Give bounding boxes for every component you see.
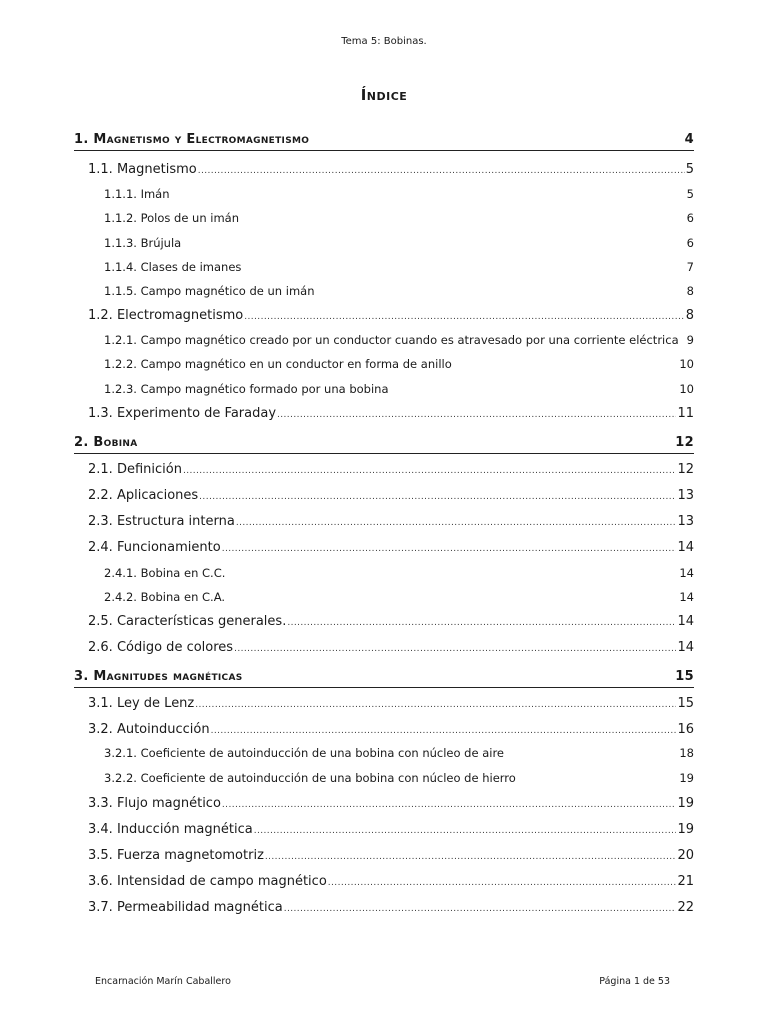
toc-entry[interactable] bbox=[88, 722, 694, 737]
toc-entry-number: 2.3. bbox=[88, 514, 113, 529]
toc-entry[interactable] bbox=[104, 211, 694, 225]
toc-entry[interactable] bbox=[88, 488, 694, 503]
toc-entry-number: 3.6. bbox=[88, 874, 113, 889]
toc-entry-label bbox=[104, 357, 452, 371]
toc-entry-label bbox=[88, 462, 182, 477]
toc-entry[interactable] bbox=[74, 669, 694, 688]
toc-entry-page: 6 bbox=[686, 236, 694, 250]
toc-entry-page: 19 bbox=[677, 796, 694, 811]
toc-entry-number: 1. bbox=[74, 132, 89, 147]
toc-entry-label bbox=[104, 211, 239, 225]
toc-entry-number: 1.2.1. bbox=[104, 333, 137, 347]
toc-entry-title: Ley de Lenz bbox=[116, 696, 195, 711]
toc-entry-label bbox=[74, 669, 243, 684]
toc-leader-dots bbox=[328, 874, 677, 889]
toc-entry[interactable] bbox=[88, 640, 694, 655]
toc-entry-title: Electromagnetismo bbox=[116, 308, 244, 323]
toc-entry-title: Definición bbox=[116, 462, 182, 477]
page-header: Tema 5: Bobinas. bbox=[341, 36, 427, 47]
toc-entry-label bbox=[88, 308, 243, 323]
toc-entry[interactable] bbox=[104, 284, 694, 298]
toc-entry[interactable] bbox=[88, 696, 694, 711]
toc-entry-number: 2.4.1. bbox=[104, 566, 137, 580]
toc-entry-label bbox=[104, 746, 504, 760]
toc-entry-number: 1.1.1. bbox=[104, 187, 137, 201]
toc-leader-dots bbox=[183, 462, 677, 477]
toc-entry-number: 3.3. bbox=[88, 796, 113, 811]
toc-entry[interactable] bbox=[104, 382, 694, 396]
toc-entry-label bbox=[88, 848, 264, 863]
toc-entry-page: 12 bbox=[677, 462, 694, 477]
toc-entry-title: Código de colores bbox=[116, 640, 234, 655]
toc-entry[interactable] bbox=[88, 308, 694, 323]
toc-entry-label bbox=[88, 874, 327, 889]
toc-entry-page: 14 bbox=[677, 614, 694, 629]
toc-entry[interactable] bbox=[88, 796, 694, 811]
toc-entry-label bbox=[88, 722, 210, 737]
toc-entry[interactable] bbox=[104, 566, 694, 580]
toc-entry-page: 5 bbox=[685, 162, 694, 177]
toc-leader-dots bbox=[244, 308, 684, 323]
footer-page-info: Página 1 de 53 bbox=[599, 976, 670, 987]
toc-entry[interactable] bbox=[88, 900, 694, 915]
toc-entry-label bbox=[88, 540, 221, 555]
toc-entry-label bbox=[104, 382, 389, 396]
toc-entry-title: Permeabilidad magnética bbox=[116, 900, 283, 915]
toc-entry[interactable] bbox=[88, 514, 694, 529]
toc-entry-page: 22 bbox=[677, 900, 694, 915]
toc-entry-page: 14 bbox=[679, 590, 694, 604]
toc-entry-title: Imán bbox=[140, 187, 170, 201]
toc-entry-label bbox=[88, 796, 221, 811]
toc-entry-label bbox=[104, 187, 170, 201]
toc-leader-dots bbox=[265, 848, 677, 863]
toc-entry-title: Aplicaciones bbox=[116, 488, 199, 503]
toc-entry-page: 14 bbox=[679, 566, 694, 580]
toc-entry-number: 2.6. bbox=[88, 640, 113, 655]
toc-entry-page: 13 bbox=[677, 488, 694, 503]
toc-entry-number: 3.7. bbox=[88, 900, 113, 915]
toc-entry-title: Brújula bbox=[140, 236, 182, 250]
toc-entry-number: 1.1.3. bbox=[104, 236, 137, 250]
toc-entry-label bbox=[88, 488, 198, 503]
toc-entry[interactable] bbox=[74, 132, 694, 151]
toc-entry-title: Fuerza magnetomotriz bbox=[116, 848, 264, 863]
toc-entry-title: Magnetismo bbox=[116, 162, 197, 177]
toc-entry-number: 2.1. bbox=[88, 462, 113, 477]
toc-entry-number: 1.2. bbox=[88, 308, 113, 323]
toc-entry-number: 1.3. bbox=[88, 406, 113, 421]
toc-entry-label bbox=[104, 771, 516, 785]
toc-entry-title: Magnetismo y Electromagnetismo bbox=[93, 132, 310, 147]
toc-entry-title: Intensidad de campo magnético bbox=[116, 874, 327, 889]
toc-entry-title: Experimento de Faraday bbox=[116, 406, 277, 421]
toc-entry-page: 7 bbox=[686, 260, 694, 274]
toc-entry-number: 2.2. bbox=[88, 488, 113, 503]
toc-entry-page: 6 bbox=[686, 211, 694, 225]
toc-entry-page: 14 bbox=[677, 540, 694, 555]
toc-entry-title: Autoinducción bbox=[116, 722, 210, 737]
toc-entry-page: 18 bbox=[679, 746, 694, 760]
toc-entry-title: Bobina bbox=[93, 435, 138, 450]
toc-leader-dots bbox=[198, 162, 685, 177]
toc-entry-title: Estructura interna bbox=[116, 514, 235, 529]
toc-entry-label bbox=[88, 614, 286, 629]
toc-entry-label bbox=[74, 132, 309, 147]
toc-entry-page: 19 bbox=[679, 771, 694, 785]
toc-entry[interactable] bbox=[88, 462, 694, 477]
toc-entry-page: 20 bbox=[677, 848, 694, 863]
toc-entry-label bbox=[88, 514, 235, 529]
toc-entry-title: Campo magnético en un conductor en forma de anillo bbox=[140, 357, 452, 371]
toc-entry-title: Características generales. bbox=[116, 614, 287, 629]
toc-entry-title: Campo magnético de un imán bbox=[140, 284, 315, 298]
toc-entry-page: 15 bbox=[675, 669, 694, 684]
toc-entry-number: 1.1.5. bbox=[104, 284, 137, 298]
toc-entry-page: 9 bbox=[686, 333, 694, 347]
toc-entry-label bbox=[88, 640, 233, 655]
toc-leader-dots bbox=[211, 722, 677, 737]
toc-entry-number: 1.2.3. bbox=[104, 382, 137, 396]
toc-entry-label bbox=[74, 435, 138, 450]
toc-entry-label bbox=[88, 900, 283, 915]
toc-leader-dots bbox=[254, 822, 677, 837]
toc-entry-number: 3.1. bbox=[88, 696, 113, 711]
toc-entry-page: 16 bbox=[677, 722, 694, 737]
toc-entry-label bbox=[104, 590, 225, 604]
toc-entry-number: 2.4. bbox=[88, 540, 113, 555]
toc-entry-label bbox=[104, 260, 241, 274]
toc-entry-number: 3.2.1. bbox=[104, 746, 137, 760]
toc-leader-dots bbox=[287, 614, 676, 629]
toc-leader-dots bbox=[222, 540, 677, 555]
toc-entry-title: Flujo magnético bbox=[116, 796, 221, 811]
toc-entry[interactable] bbox=[88, 162, 694, 177]
toc-entry-page: 4 bbox=[684, 132, 694, 147]
toc-leader-dots bbox=[234, 640, 676, 655]
toc-leader-dots bbox=[277, 406, 676, 421]
toc-entry-page: 14 bbox=[677, 640, 694, 655]
toc-entry-number: 3. bbox=[74, 669, 89, 684]
toc-entry-title: Clases de imanes bbox=[140, 260, 242, 274]
toc-entry-title: Bobina en C.C. bbox=[140, 566, 226, 580]
toc-entry-title: Polos de un imán bbox=[140, 211, 240, 225]
toc-entry-page: 10 bbox=[679, 357, 694, 371]
toc-entry[interactable] bbox=[104, 771, 694, 785]
toc-entry-number: 1.1.2. bbox=[104, 211, 137, 225]
toc-entry-page: 10 bbox=[679, 382, 694, 396]
toc-entry-label bbox=[88, 696, 194, 711]
toc-entry-label bbox=[104, 333, 679, 347]
toc-entry-number: 1.1.4. bbox=[104, 260, 137, 274]
toc-entry[interactable] bbox=[104, 590, 694, 604]
toc-entry-page: 8 bbox=[685, 308, 694, 323]
toc-entry-title: Inducción magnética bbox=[116, 822, 253, 837]
toc-entry[interactable] bbox=[88, 848, 694, 863]
toc-leader-dots bbox=[222, 796, 677, 811]
toc-entry-title: Campo magnético creado por un conductor cuando es atravesado por una corriente eléctrica bbox=[140, 333, 679, 347]
toc-entry-title: Coeficiente de autoinducción de una bobina con núcleo de aire bbox=[140, 746, 505, 760]
toc-leader-dots bbox=[195, 696, 676, 711]
toc-entry-number: 2.5. bbox=[88, 614, 113, 629]
toc-entry-number: 3.5. bbox=[88, 848, 113, 863]
toc-leader-dots bbox=[236, 514, 677, 529]
toc-entry-number: 3.2.2. bbox=[104, 771, 137, 785]
toc-entry[interactable] bbox=[88, 406, 694, 421]
toc-entry-page: 5 bbox=[686, 187, 694, 201]
toc-entry-title: Bobina en C.A. bbox=[140, 590, 226, 604]
toc-entry-number: 3.2. bbox=[88, 722, 113, 737]
toc-entry-page: 11 bbox=[677, 406, 694, 421]
toc-entry-number: 2.4.2. bbox=[104, 590, 137, 604]
page-title: Índice bbox=[360, 86, 408, 104]
toc-entry-label bbox=[104, 236, 181, 250]
toc-entry[interactable] bbox=[104, 260, 694, 274]
toc-entry-title: Funcionamiento bbox=[116, 540, 221, 555]
toc-entry-title: Magnitudes magnéticas bbox=[93, 669, 243, 684]
toc-entry-label bbox=[88, 406, 276, 421]
footer-author: Encarnación Marín Caballero bbox=[95, 976, 231, 987]
toc-entry-page: 21 bbox=[677, 874, 694, 889]
toc-entry-number: 1.2.2. bbox=[104, 357, 137, 371]
toc-entry[interactable] bbox=[88, 874, 694, 889]
toc-entry[interactable] bbox=[104, 333, 694, 347]
toc-leader-dots bbox=[199, 488, 676, 503]
toc-entry[interactable] bbox=[88, 540, 694, 555]
toc-entry-page: 15 bbox=[677, 696, 694, 711]
toc-entry-label bbox=[88, 822, 253, 837]
toc-entry[interactable] bbox=[104, 236, 694, 250]
toc-entry[interactable] bbox=[88, 614, 694, 629]
toc-entry-page: 13 bbox=[677, 514, 694, 529]
toc-entry-label bbox=[88, 162, 197, 177]
toc-entry-title: Campo magnético formado por una bobina bbox=[140, 382, 389, 396]
toc-leader-dots bbox=[284, 900, 677, 915]
toc-entry[interactable] bbox=[104, 187, 694, 201]
toc-entry[interactable] bbox=[74, 435, 694, 454]
toc-entry[interactable] bbox=[88, 822, 694, 837]
page-footer bbox=[95, 976, 670, 987]
toc-entry-page: 19 bbox=[677, 822, 694, 837]
toc-entry[interactable] bbox=[104, 746, 694, 760]
toc-entry-page: 8 bbox=[686, 284, 694, 298]
toc-entry-number: 1.1. bbox=[88, 162, 113, 177]
toc-entry-page: 12 bbox=[675, 435, 694, 450]
toc-entry-label bbox=[104, 566, 225, 580]
toc-entry-number: 2. bbox=[74, 435, 89, 450]
toc-entry-title: Coeficiente de autoinducción de una bobina con núcleo de hierro bbox=[140, 771, 516, 785]
toc-entry-number: 3.4. bbox=[88, 822, 113, 837]
toc-entry-label bbox=[104, 284, 314, 298]
toc-entry[interactable] bbox=[104, 357, 694, 371]
